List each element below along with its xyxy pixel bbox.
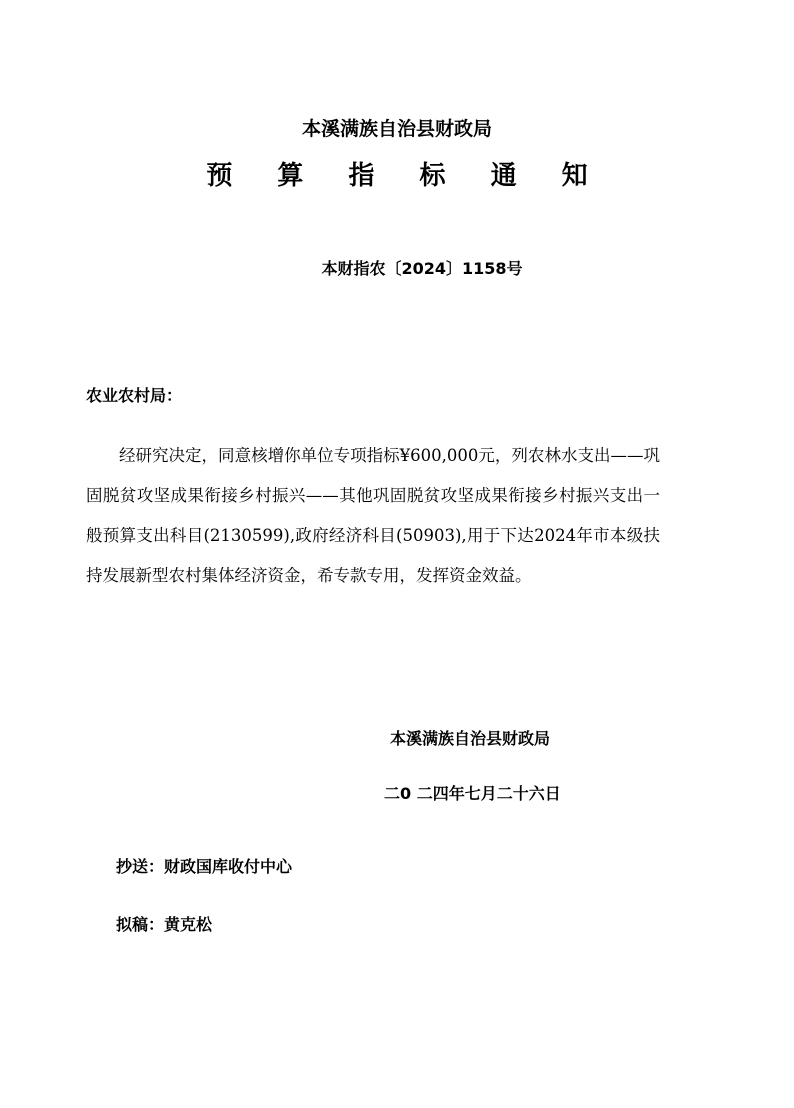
drafter-line: 拟稿：黄克松 <box>116 915 213 934</box>
issuer-title: 本溪满族自治县财政局 <box>301 118 492 140</box>
addressee: 农业农村局： <box>86 386 183 405</box>
signature-date: 二0 二四年七月二十六日 <box>384 784 561 803</box>
document-number: 本财指农〔2024〕1158号 <box>321 259 523 278</box>
signature-issuer: 本溪满族自治县财政局 <box>390 729 551 748</box>
cc-line: 抄送：财政国库收付中心 <box>116 857 293 876</box>
document-title: 预 算 指 标 通 知 <box>206 161 606 191</box>
body-paragraph: 经研究决定，同意核增你单位专项指标¥600,000元，列农林水支出——巩固脱贫攻坚成果衔接乡村振兴——其他巩固脱贫攻坚成果衔接乡村振兴支出一般预算支出科目(2130599),政府经济科目(50903),用于下达2024年市本级扶持发展新型农村集体经济资金，希专款专用，发挥资金效益。 <box>86 446 660 585</box>
